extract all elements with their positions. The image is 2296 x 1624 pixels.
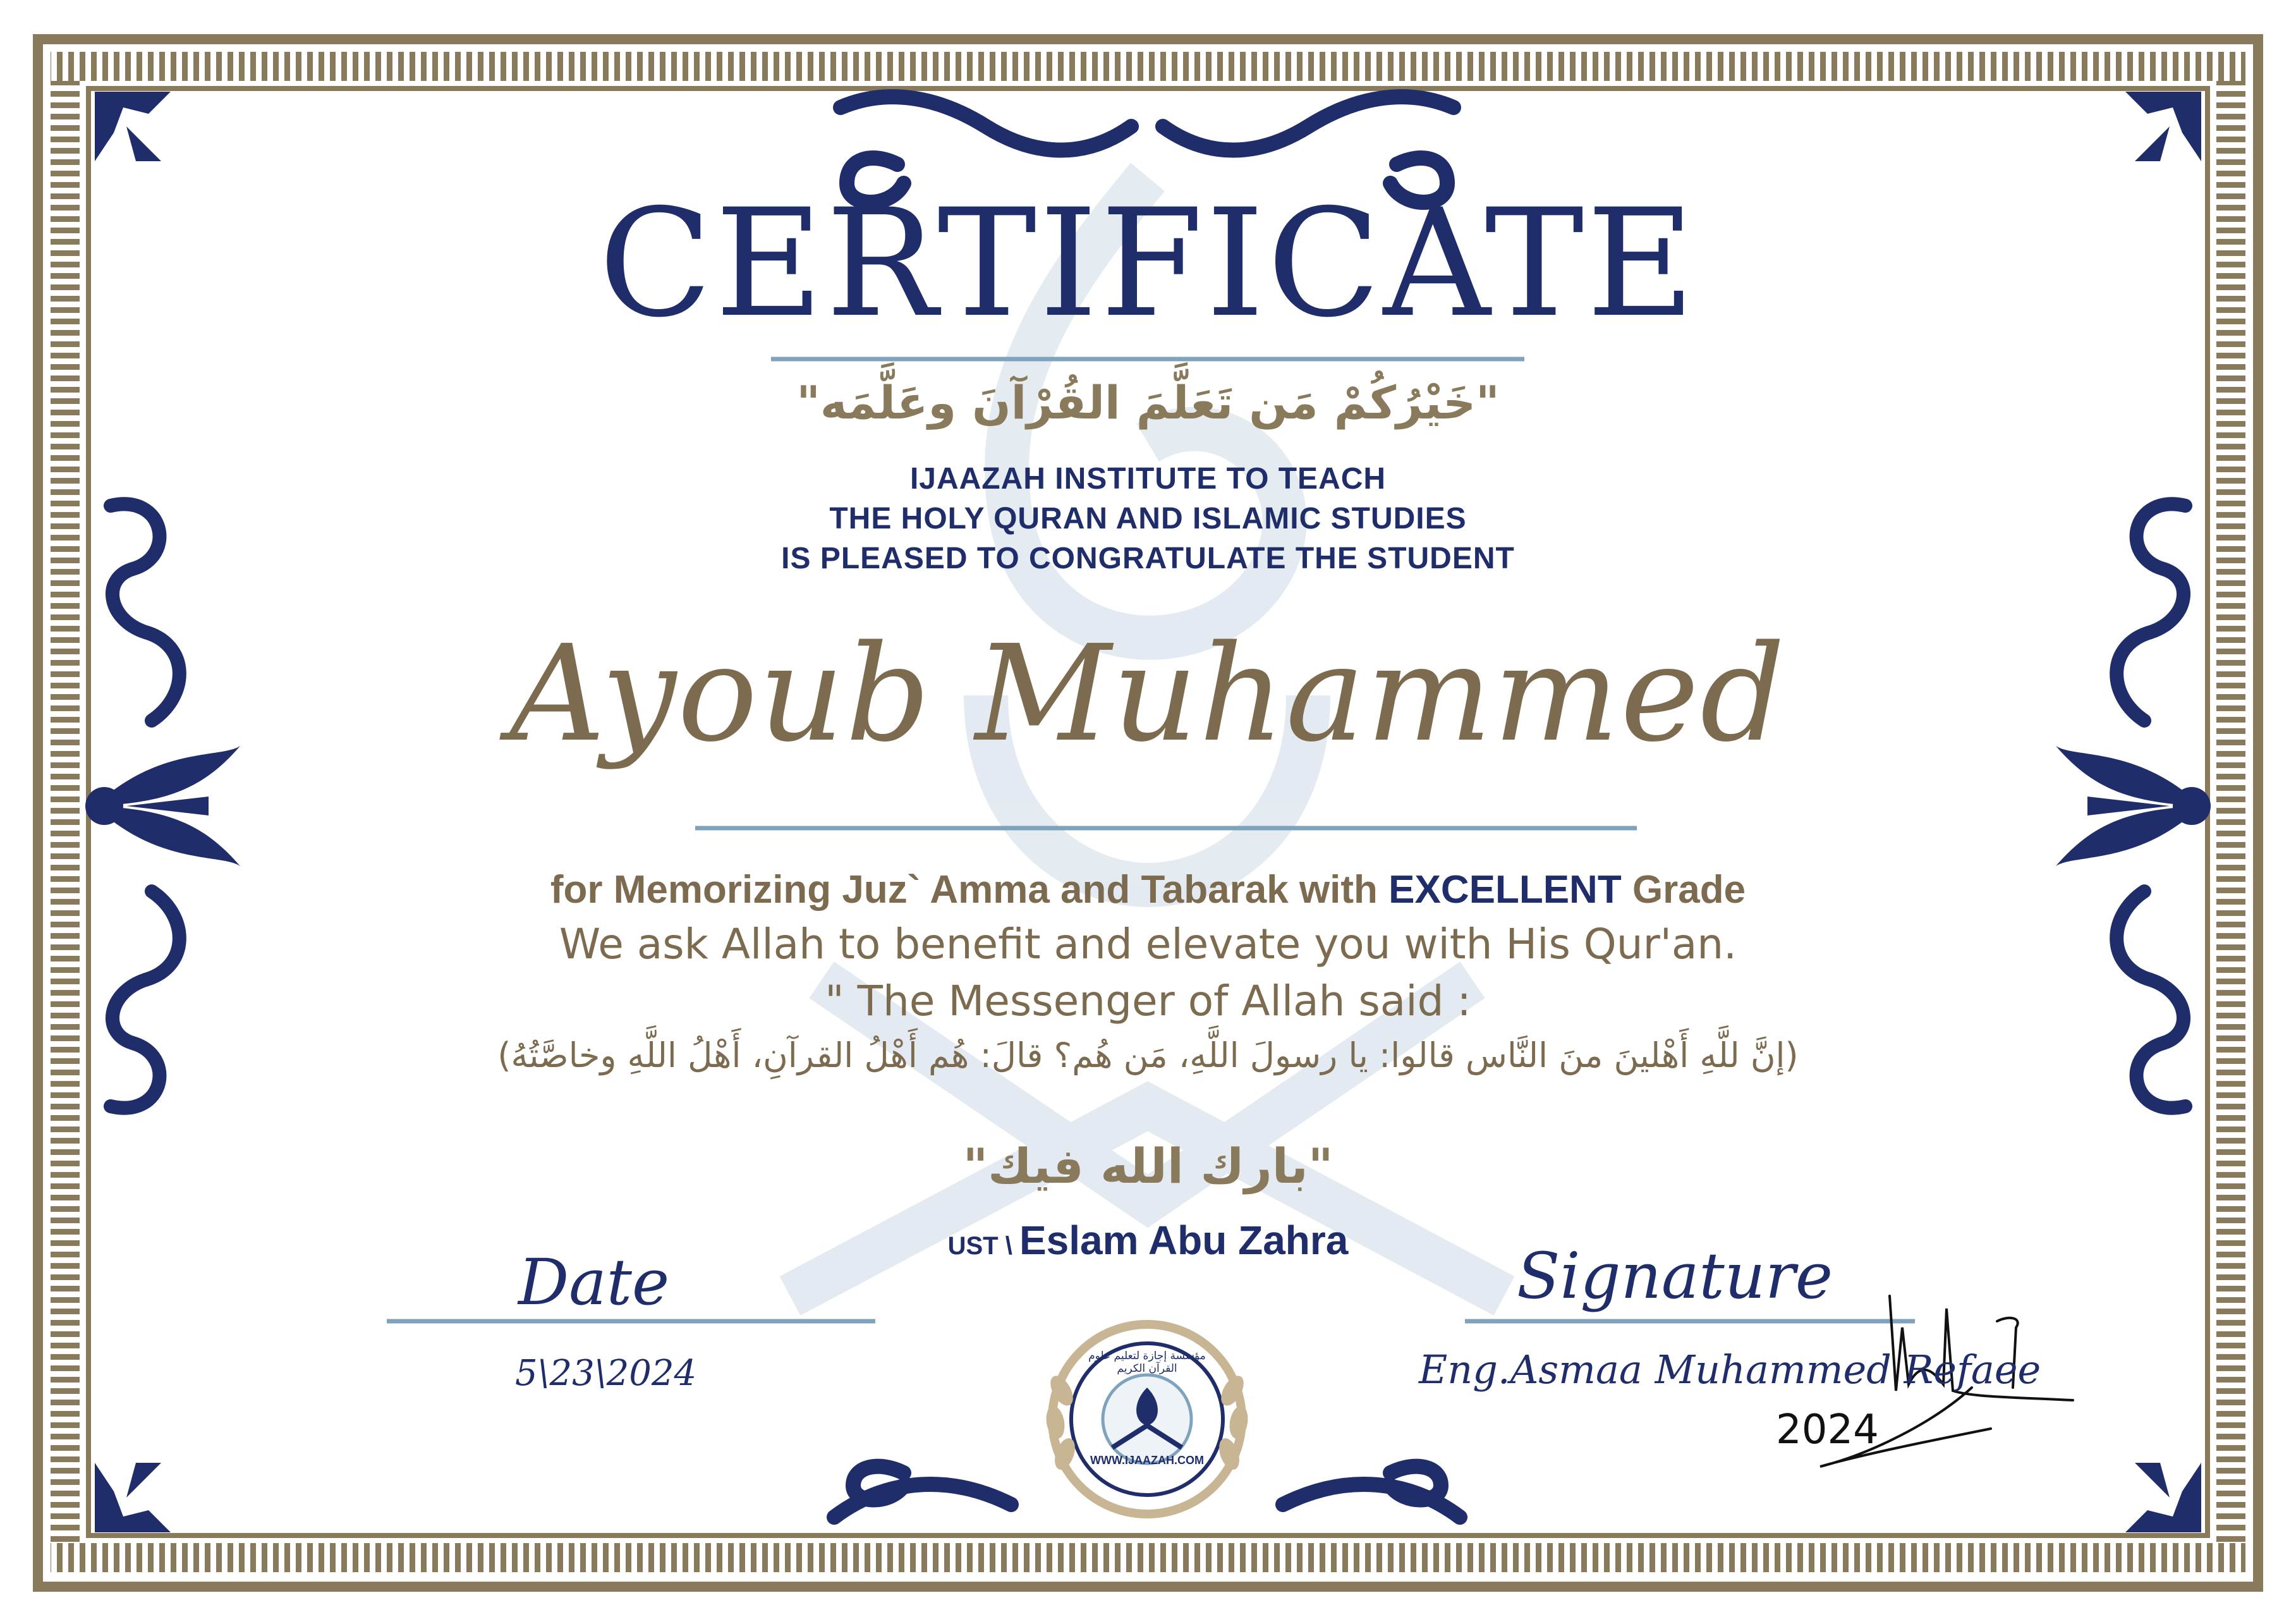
student-name: Ayoub Muhammed [509,616,1787,771]
hadith-text: (إنَّ للَّهِ أَهْلينَ منَ النَّاس قالوا: يا رسولَ اللَّهِ، مَن هُم؟ قالَ: هُم أَهْلُ القرآنِ، أَهْلُ اللَّهِ وخاصَّتُهُ) [497,1035,1799,1075]
date-label: Date [518,1245,670,1319]
teacher-prefix: UST \ [947,1232,1019,1260]
grade-suffix: Grade [1621,868,1746,912]
seal-arabic-ring: مؤسسة إجازة لتعليم علوم القرآن الكريم [1088,1350,1206,1375]
teacher-line [0,1217,2296,1264]
corner-ornament-top-left [95,92,171,161]
signature-year: 2024 [1776,1407,1879,1453]
arabic-quote: "خَيْرُكُمْ مَن تَعَلَّمَ القُرْآنَ وعَلَّمَه" [796,376,1500,429]
ask-line: We ask Allah to benefit and elevate you with His Qur'an. [559,920,1737,968]
teacher-name: Eslam Abu Zahra [1019,1218,1349,1263]
messenger-line: " The Messenger of Allah said : [825,977,1471,1025]
grade-text: EXCELLENT [1388,868,1622,912]
institute-line-2: THE HOLY QURAN AND ISLAMIC STUDIES [829,502,1467,535]
corner-ornament-top-right [2125,92,2201,161]
corner-ornament-bottom-right [2125,1463,2201,1532]
institute-line-1: IJAAZAH INSTITUTE TO TEACH [909,462,1387,496]
certificate-title: CERTIFICATE [598,178,1698,350]
seal-url: WWW.IJAAZAH.COM [1090,1454,1204,1467]
baraka-text: "بارك الله فيك" [963,1138,1333,1194]
signer-name: Eng.Asmaa Muhammed Refaee [1419,1346,2041,1393]
date-value: 5\23\2024 [515,1353,697,1394]
institute-line-3: IS PLEASED TO CONGRATULATE THE STUDENT [781,542,1515,575]
corner-ornament-bottom-left [95,1463,171,1532]
memorizing-text: for Memorizing Juz` Amma and Tabarak with [550,868,1389,912]
signature-label: Signature [1517,1239,1833,1313]
memorizing-line [0,867,2296,912]
